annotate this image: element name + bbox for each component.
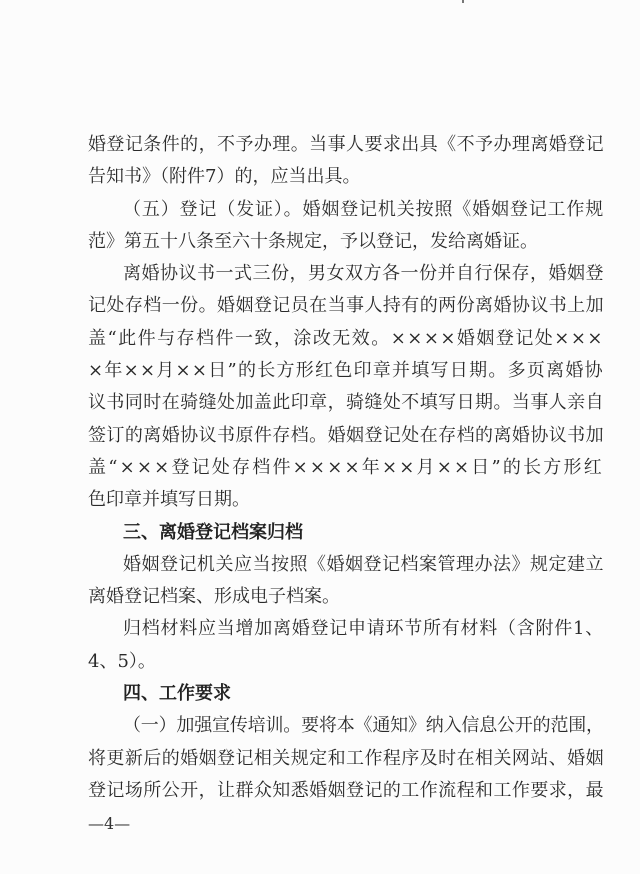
- text-line: [88, 646, 604, 678]
- line-text: 签订的离婚协议书原件存档。婚姻登记处在存档的离婚协议书加: [88, 424, 605, 446]
- line-text: 登记场所公开，让群众知悉婚姻登记的工作流程和工作要求，最: [88, 779, 605, 801]
- line-text: 议书同时在骑缝处加盖此印章，骑缝处不填写日期。当事人亲自: [88, 392, 605, 414]
- text-line: [88, 775, 604, 807]
- text-line: [88, 549, 604, 581]
- section-heading: [88, 517, 604, 549]
- line-text: 4、5）。: [88, 650, 156, 672]
- line-text: 盖“此件与存档件一致，涂改无效。××××婚姻登记处×××: [88, 327, 604, 349]
- text-line: [88, 194, 604, 226]
- text-line: [88, 387, 604, 419]
- text-line: [88, 258, 604, 290]
- line-text: 离婚协议书一式三份，男女双方各一份并自行保存，婚姻登: [123, 263, 604, 285]
- line-text: （一）加强宣传培训。要将本《通知》纳入信息公开的范围，: [123, 715, 604, 737]
- line-text: 将更新后的婚姻登记相关规定和工作程序及时在相关网站、婚姻: [88, 747, 605, 769]
- text-line: [88, 129, 604, 161]
- document-body: [88, 129, 604, 807]
- text-line: [88, 161, 604, 193]
- text-line: [88, 355, 604, 387]
- line-text: 离婚登记档案、形成电子档案。: [88, 586, 340, 608]
- line-text: 婚姻登记机关应当按照《婚姻登记档案管理办法》规定建立: [123, 553, 604, 575]
- line-text: 盖“×××登记处存档件××××年××月××日”的长方形红: [88, 456, 604, 478]
- text-line: [88, 420, 604, 452]
- line-text: 记处存档一份。婚姻登记员在当事人持有的两份离婚协议书上加: [88, 295, 605, 317]
- line-text: 范》第五十八条至六十条规定，予以登记，发给离婚证。: [88, 230, 538, 252]
- section-heading: [88, 678, 604, 710]
- line-text: 告知书》（附件7）的，应当出具。: [88, 166, 361, 188]
- line-text: ×年××月××日”的长方形红色印章并填写日期。多页离婚协: [88, 360, 604, 382]
- line-text: 色印章并填写日期。: [88, 489, 250, 511]
- line-text: 三、离婚登记档案归档: [123, 521, 303, 543]
- scan-mark: [462, 0, 464, 3]
- text-line: [88, 581, 604, 613]
- line-text: 婚登记条件的，不予办理。当事人要求出具《不予办理离婚登记: [88, 134, 605, 155]
- text-line: [88, 710, 604, 742]
- text-line: [88, 290, 604, 322]
- text-line: [88, 743, 604, 775]
- text-line: [88, 452, 604, 484]
- line-text: （五）登记（发证）。婚姻登记机关按照《婚姻登记工作规: [123, 198, 605, 220]
- text-line: [88, 613, 604, 645]
- text-line: [88, 226, 604, 258]
- text-line: [88, 323, 604, 355]
- line-text: 归档材料应当增加离婚登记申请环节所有材料（含附件1、: [123, 618, 604, 640]
- line-text: 四、工作要求: [123, 683, 231, 705]
- text-line: [88, 484, 604, 516]
- page-number: —4—: [88, 814, 131, 833]
